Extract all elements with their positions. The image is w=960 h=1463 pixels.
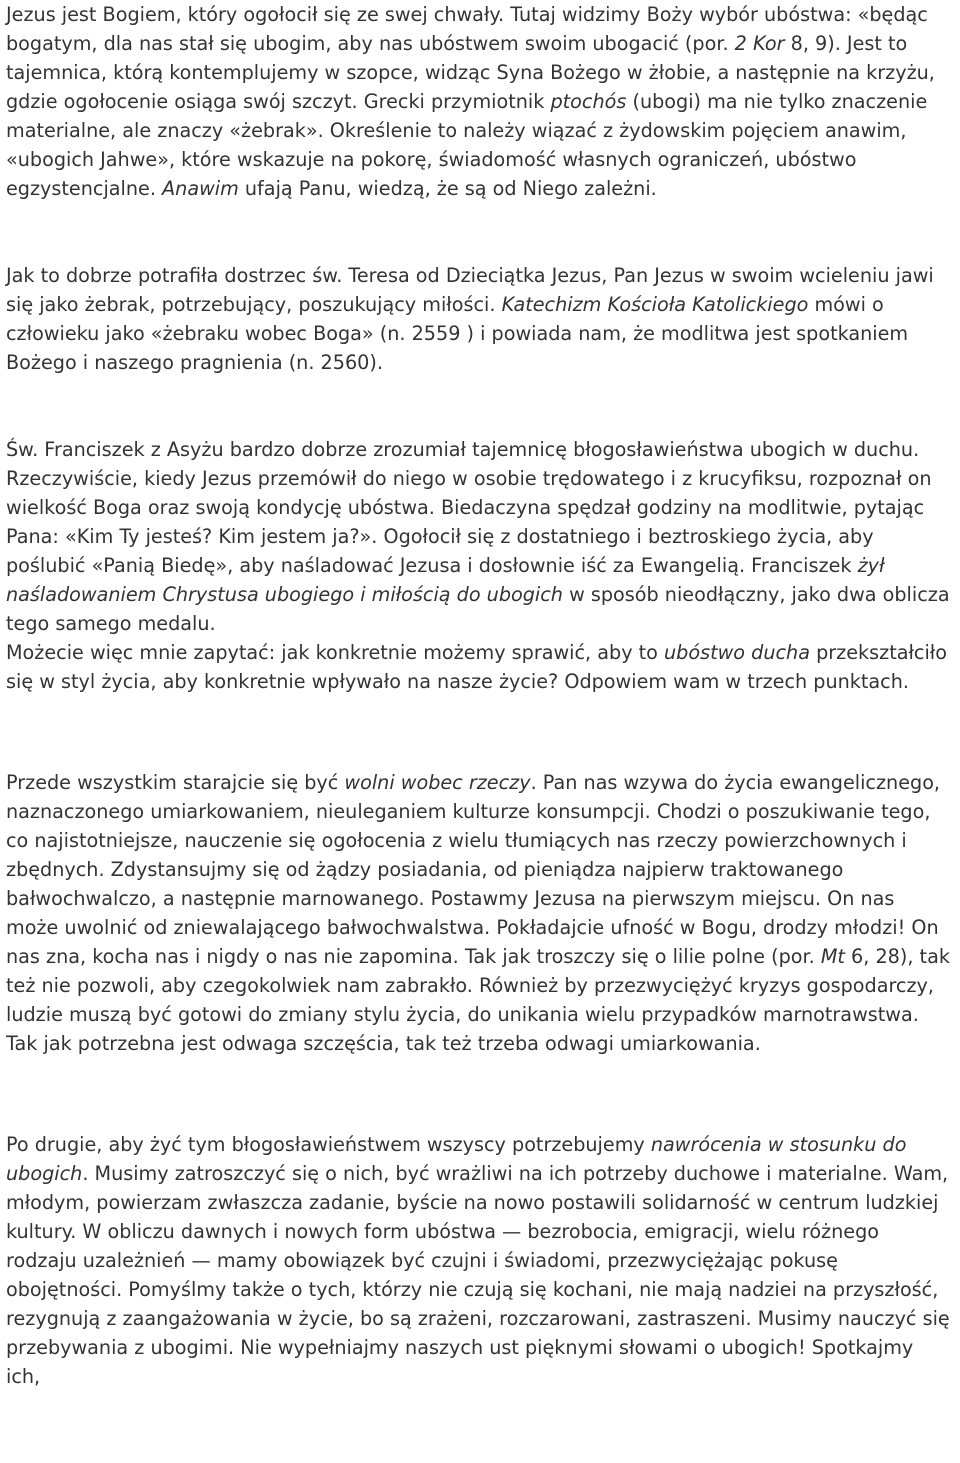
text-span: . Musimy zatroszczyć się o nich, być wrażliwi na ich potrzeby duchowe i materialne. Wam, młodym, powierzam zwłaszcza zadanie, byście na nowo postawili solidarność w centrum ludzkiej kultury. W obliczu dawnych i nowych form ubóstwa — bezrobocia, emigracji, wielu różnego rodzaju uzależnień — mamy obowiązek być czujni i świadomi, przezwyciężając pokusę obojętności. Pomyślmy także o tych, którzy nie czują się kochani, nie mają nadziei na przyszłość, rezygnują z zaangażowania w życie, bo są zrażeni, rozczarowani, zastraszeni. Musimy nauczyć się przebywania z ubogimi. Nie wypełniajmy naszych ust pięknymi słowami o ubogich! Spotkajmy ich, xyxy=(6,1162,950,1388)
italic-text: 2 Kor xyxy=(734,32,785,55)
text-span: w sposób nieodłączny, jako dwa oblicza tego samego medalu. xyxy=(6,583,950,635)
text-span: . Pan nas wzywa do życia ewangelicznego, naznaczonego umiarkowaniem, nieuleganiem kulturze konsumpcji. Chodzi o poszukiwanie tego, co najistotniejsze, nauczenie się ogołocenia z wielu tłumiących nas rzeczy powierzchownych i zbędnych. Zdystansujmy się od żądzy posiadania, od pieniądza najpierw traktowanego bałwochwalczo, a następnie marnowanego. Postawmy Jezusa na pierwszym miejscu. On nas może uwolnić od zniewalającego bałwochwalstwa. Pokładajcie ufność w Bogu, drodzy młodzi! On nas zna, kocha nas i nigdy o nas nie zapomina. Tak jak troszczy się o lilie polne (por. xyxy=(6,771,941,968)
italic-text: wolni wobec rzeczy xyxy=(344,771,531,794)
paragraph-3 xyxy=(6,435,951,638)
document-page xyxy=(6,0,951,1391)
italic-text: Anawim xyxy=(162,177,239,200)
paragraph-4 xyxy=(6,638,951,696)
paragraph-spacer xyxy=(6,377,951,435)
paragraph-spacer xyxy=(6,1058,951,1130)
paragraph-spacer xyxy=(6,203,951,261)
italic-text: Mt xyxy=(820,945,845,968)
text-span: Przede wszystkim starajcie się być xyxy=(6,771,345,794)
paragraph-spacer xyxy=(6,696,951,768)
text-span: Jezus jest Bogiem, który ogołocił się ze swej chwały. Tutaj widzimy Boży wybór ubóstwa: «będąc bogatym, dla nas stał się ubogim, aby nas ubóstwem swoim ubogacić (por. xyxy=(6,3,928,55)
text-span: ufają Panu, wiedzą, że są od Niego zależni. xyxy=(238,177,657,200)
text-span: przekształciło się w styl życia, aby konkretnie wpływało na nasze życie? Odpowiem wam w trzech punktach. xyxy=(6,641,947,693)
italic-text: ubóstwo ducha xyxy=(664,641,810,664)
paragraph-2 xyxy=(6,261,951,377)
paragraph-1 xyxy=(6,0,951,203)
italic-text: nawrócenia w stosunku do ubogich xyxy=(6,1133,907,1185)
text-span: Jak to dobrze potrafiła dostrzec św. Teresa od Dzieciątka Jezus, Pan Jezus w swoim wcieleniu jawi się jako żebrak, potrzebujący, poszukujący miłości. xyxy=(6,264,934,316)
text-span: Św. Franciszek z Asyżu bardzo dobrze zrozumiał tajemnicę błogosławieństwa ubogich w duchu. Rzeczywiście, kiedy Jezus przemówił do niego w osobie trędowatego i z krucyfiksu, rozpoznał on wielkość Boga oraz swoją kondycję ubóstwa. Biedaczyna spędzał godziny na modlitwie, pytając Pana: «Kim Ty jesteś? Kim jestem ja?». Ogołocił się z dostatniego i beztroskiego życia, aby poślubić «Panią Biedę», aby naśladować Jezusa i dosłownie iść za Ewangelią. Franciszek xyxy=(6,438,932,577)
italic-text: żył naśladowaniem Chrystusa ubogiego i miłością do ubogich xyxy=(6,554,885,606)
text-span: Po drugie, aby żyć tym błogosławieństwem wszyscy potrzebujemy xyxy=(6,1133,651,1156)
text-span: 8, 9). Jest to tajemnica, którą kontemplujemy w szopce, widząc Syna Bożego w żłobie, a następnie na krzyżu, gdzie ogołocenie osiąga swój szczyt. Grecki przymiotnik xyxy=(6,32,935,113)
text-span: Możecie więc mnie zapytać: jak konkretnie możemy sprawić, aby to xyxy=(6,641,665,664)
text-span: 6, 28), tak też nie pozwoli, aby czegokolwiek nam zabrakło. Również by przezwyciężyć kryzys gospodarczy, ludzie muszą być gotowi do zmiany stylu życia, do unikania wielu przypadków marnotrawstwa. Tak jak potrzebna jest odwaga szczęścia, tak też trzeba odwagi umiarkowania. xyxy=(6,945,950,1055)
text-span: mówi o człowieku jako «żebraku wobec Boga» (n. 2559 ) i powiada nam, że modlitwa jest spotkaniem Bożego i naszego pragnienia (n. 2560). xyxy=(6,293,909,374)
italic-text: Katechizm Kościoła Katolickiego xyxy=(501,293,809,316)
paragraph-6 xyxy=(6,1130,951,1391)
paragraph-5 xyxy=(6,768,951,1058)
italic-text: ptochós xyxy=(550,90,627,113)
text-span: (ubogi) ma nie tylko znaczenie materialne, ale znaczy «żebrak». Określenie to należy wiązać z żydowskim pojęciem anawim, «ubogich Jahwe», które wskazuje na pokorę, świadomość własnych ograniczeń, ubóstwo egzystencjalne. xyxy=(6,90,928,200)
